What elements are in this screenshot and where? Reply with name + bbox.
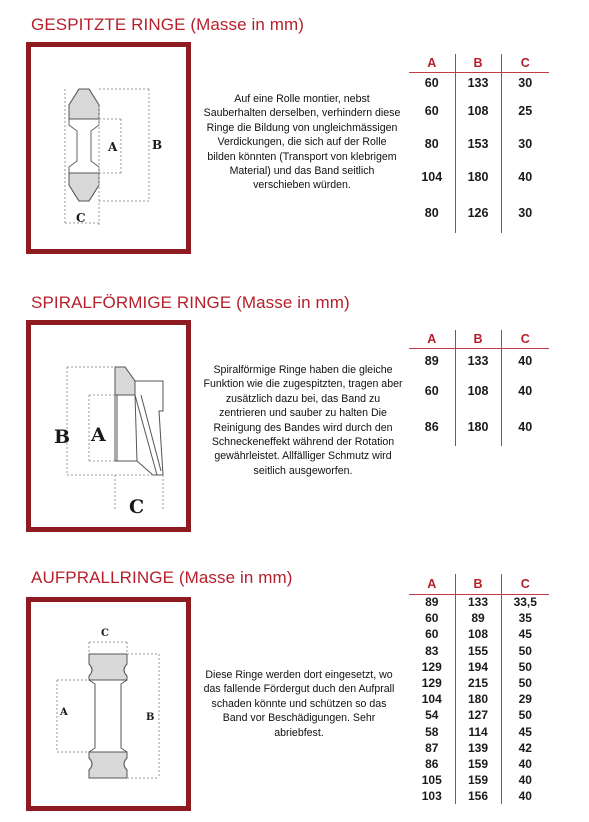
cell-c: 40 [518, 789, 532, 804]
table-row [409, 610, 549, 626]
cell-c: 33,5 [513, 595, 537, 610]
cell-a: 86 [409, 408, 455, 446]
table-row [409, 740, 549, 756]
cell-a: 89 [409, 594, 455, 610]
dimension-b-label: B [54, 426, 71, 448]
cell-b: 156 [455, 788, 501, 804]
dimension-a-label: A [60, 707, 68, 718]
cell-b: 89 [455, 610, 501, 626]
cell-b: 180 [455, 160, 501, 193]
cell-a: 129 [409, 659, 455, 675]
column-header-a: A [409, 54, 455, 72]
description-spiral-rings: Spiralförmige Ringe haben die gleiche Funktion wie die zugespitzten, tragen aber zusätzlich dazu bei, das Band zu zentrieren und sauber zu halten Die Reinigung des Bandes wird durch den Schneckeneffekt während der Rotation gewährleistet. Allfälliger Schmutz wird seitlich ausgeworfen. [203, 364, 403, 477]
table-header-row [409, 330, 549, 348]
table-row [409, 675, 549, 691]
dimension-b-label: B [152, 138, 163, 152]
cell-a: 87 [409, 740, 455, 756]
cell-b: 194 [455, 659, 501, 675]
cell-a: 58 [409, 724, 455, 740]
table-row [409, 659, 549, 675]
column-header-b: B [455, 330, 501, 348]
column-header-c: C [501, 54, 549, 72]
dimensions-table-pointed-rings [409, 54, 549, 233]
cell-c: 25 [518, 103, 533, 118]
table-row [409, 193, 549, 233]
cell-b: 108 [455, 626, 501, 642]
table-row [409, 756, 549, 772]
section-title-spiral-rings: SPIRALFÖRMIGE RINGE (Masse in mm) [31, 293, 350, 312]
cell-a: 86 [409, 756, 455, 772]
impact-ring-diagram [31, 602, 186, 806]
cell-c: 50 [518, 643, 532, 658]
cell-a: 89 [409, 348, 455, 374]
cell-b: 180 [455, 408, 501, 446]
table-row [409, 94, 549, 127]
cell-c: 40 [518, 169, 533, 184]
cell-b: 215 [455, 675, 501, 691]
diagram-frame-spiral-rings [26, 320, 191, 532]
cell-b: 133 [455, 348, 501, 374]
cell-c: 50 [518, 659, 532, 674]
cell-a: 54 [409, 707, 455, 723]
cell-a: 104 [409, 691, 455, 707]
description-pointed-rings: Auf eine Rolle montier, nebst Sauberhalten derselben, verhindern diese Ringe die Bildung von ungleichmässigen Verdickungen, die sich auf der Rolle bilden könnten (Transport von klebrigem Material) und das Band seitlich verschieben würden. [203, 93, 401, 192]
diagram-frame-impact-rings [26, 597, 191, 811]
cell-c: 40 [518, 354, 533, 369]
cell-c: 30 [518, 136, 533, 151]
cell-c: 45 [518, 724, 532, 739]
table-header-row [409, 54, 549, 72]
cell-b: 159 [455, 772, 501, 788]
dimensions-table-spiral-rings [409, 330, 549, 446]
cell-b: 155 [455, 643, 501, 659]
spiral-ring-diagram [31, 325, 186, 527]
cell-b: 108 [455, 94, 501, 127]
cell-a: 60 [409, 610, 455, 626]
cell-c: 50 [518, 676, 532, 691]
dimension-c-label: C [76, 211, 86, 225]
table-row [409, 643, 549, 659]
dimension-b-label: B [146, 712, 155, 723]
dimension-a-label: A [91, 424, 106, 446]
cell-a: 80 [409, 127, 455, 160]
dimension-a-label: A [108, 140, 118, 154]
impact-table-body [409, 594, 549, 804]
cell-c: 30 [518, 206, 533, 220]
cell-b: 133 [455, 72, 501, 94]
column-header-a: A [409, 574, 455, 594]
cell-b: 180 [455, 691, 501, 707]
table-row [409, 408, 549, 446]
cell-a: 104 [409, 160, 455, 193]
cell-a: 60 [409, 72, 455, 94]
cell-a: 83 [409, 643, 455, 659]
cell-b: 153 [455, 127, 501, 160]
cell-c: 30 [518, 76, 533, 91]
table-row [409, 374, 549, 408]
table-row [409, 707, 549, 723]
cell-c: 45 [518, 627, 532, 642]
column-header-b: B [455, 574, 501, 594]
cell-b: 139 [455, 740, 501, 756]
cell-a: 60 [409, 94, 455, 127]
table-row [409, 348, 549, 374]
cell-c: 35 [518, 611, 532, 626]
diagram-frame-pointed-rings [26, 42, 191, 254]
cell-c: 29 [518, 692, 532, 707]
cell-b: 108 [455, 374, 501, 408]
table-row [409, 724, 549, 740]
cell-c: 40 [518, 420, 533, 434]
cell-a: 129 [409, 675, 455, 691]
cell-a: 80 [409, 193, 455, 233]
description-impact-rings: Diese Ringe werden dort eingesetzt, wo das fallende Fördergut duch den Aufprall schaden könnte und schützen so das Band vor Beschädigungen. Sehr abriebfest. [203, 669, 395, 739]
section-title-pointed-rings: GESPITZTE RINGE (Masse in mm) [31, 15, 305, 34]
table-row [409, 772, 549, 788]
table-row [409, 72, 549, 94]
table-row [409, 594, 549, 610]
dimensions-table-impact-rings [409, 574, 549, 804]
table-row [409, 160, 549, 193]
table-row [409, 691, 549, 707]
column-header-a: A [409, 330, 455, 348]
cell-c: 42 [518, 740, 532, 755]
cell-a: 103 [409, 788, 455, 804]
pointed-ring-diagram [31, 47, 186, 249]
cell-a: 60 [409, 626, 455, 642]
cell-c: 40 [518, 773, 532, 788]
cell-c: 50 [518, 708, 532, 723]
cell-a: 60 [409, 374, 455, 408]
column-header-c: C [501, 574, 549, 594]
cell-b: 127 [455, 707, 501, 723]
cell-b: 126 [455, 193, 501, 233]
cell-b: 133 [455, 594, 501, 610]
cell-a: 105 [409, 772, 455, 788]
column-header-b: B [455, 54, 501, 72]
table-header-row [409, 574, 549, 594]
dimension-c-label: C [101, 628, 109, 639]
dimension-c-label: C [129, 496, 145, 518]
table-row [409, 127, 549, 160]
section-title-impact-rings: AUFPRALLRINGE (Masse in mm) [31, 568, 293, 587]
table-row [409, 788, 549, 804]
column-header-c: C [501, 330, 549, 348]
cell-c: 40 [518, 756, 532, 771]
cell-c: 40 [518, 384, 533, 398]
cell-b: 159 [455, 756, 501, 772]
table-row [409, 626, 549, 642]
cell-b: 114 [455, 724, 501, 740]
